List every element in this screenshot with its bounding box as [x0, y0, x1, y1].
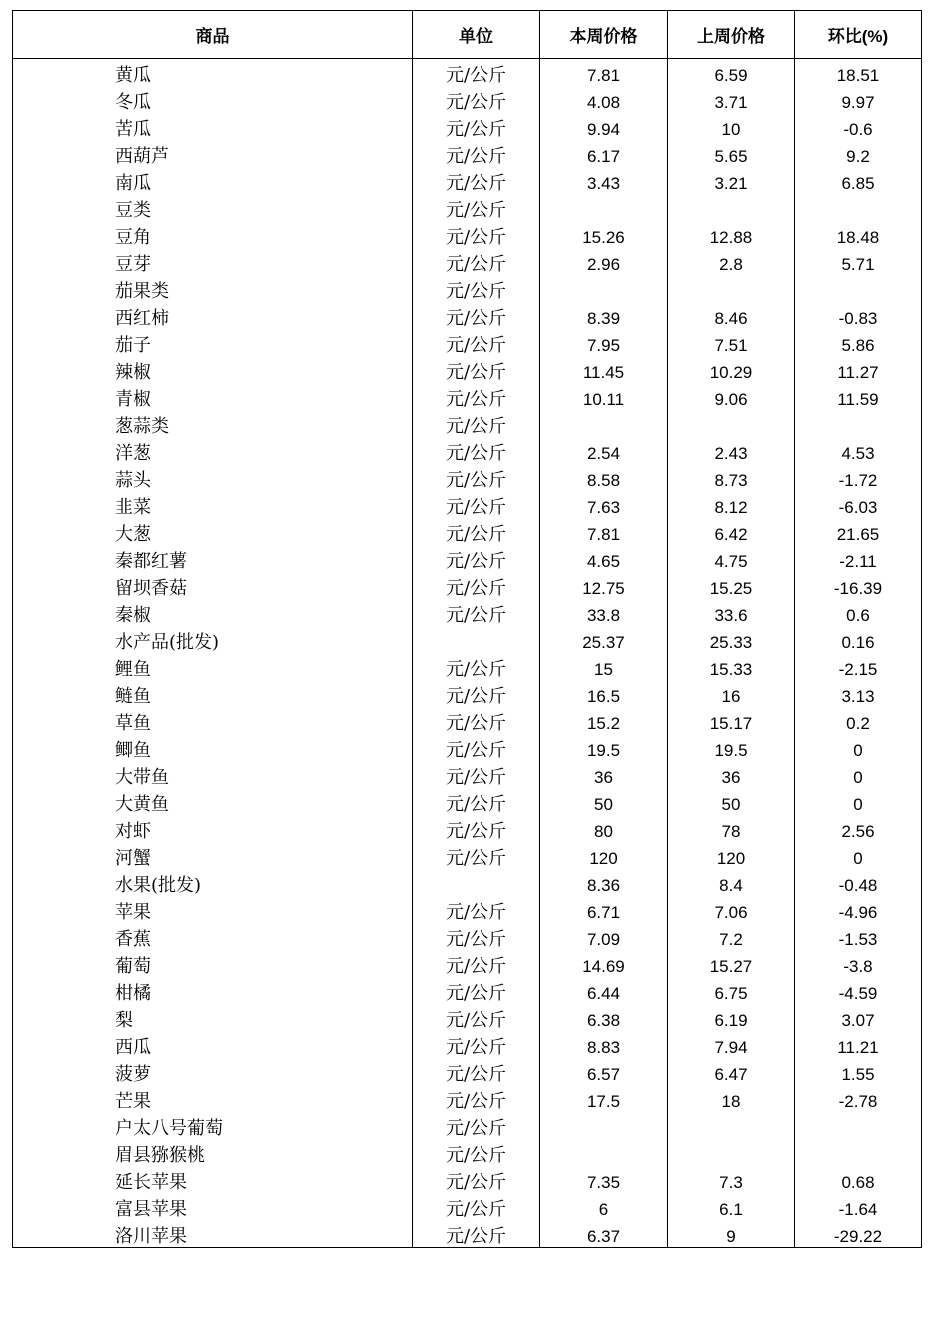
table-row: [13, 1220, 922, 1248]
table-row: [13, 653, 922, 680]
unit-cell: 元/公斤: [413, 653, 540, 680]
last-week-price-cell: 8.46: [668, 302, 795, 329]
product-name-cell: 芒果: [13, 1085, 413, 1112]
table-row: [13, 1004, 922, 1031]
change-percent-cell: -4.96: [795, 896, 922, 923]
last-week-price-cell: 9.06: [668, 383, 795, 410]
table-row: [13, 1139, 922, 1166]
last-week-price-cell: 3.21: [668, 167, 795, 194]
change-percent-cell: -16.39: [795, 572, 922, 599]
product-name-cell: 大黄鱼: [13, 788, 413, 815]
product-name-cell: 茄子: [13, 329, 413, 356]
change-percent-cell: 11.27: [795, 356, 922, 383]
unit-cell: 元/公斤: [413, 707, 540, 734]
this-week-price-cell: 9.94: [540, 113, 668, 140]
unit-cell: 元/公斤: [413, 1031, 540, 1058]
this-week-price-cell: 6.37: [540, 1220, 668, 1248]
unit-cell: 元/公斤: [413, 599, 540, 626]
last-week-price-cell: 6.1: [668, 1193, 795, 1220]
unit-cell: [413, 626, 540, 653]
this-week-price-cell: 14.69: [540, 950, 668, 977]
product-name-cell: 韭菜: [13, 491, 413, 518]
header-row: [13, 11, 922, 59]
table-row: [13, 1031, 922, 1058]
last-week-price-cell: 6.59: [668, 59, 795, 87]
table-row: [13, 383, 922, 410]
this-week-price-cell: 8.39: [540, 302, 668, 329]
last-week-price-cell: 6.19: [668, 1004, 795, 1031]
product-name-cell: 大带鱼: [13, 761, 413, 788]
table-row: [13, 896, 922, 923]
change-percent-cell: -1.72: [795, 464, 922, 491]
change-percent-cell: 0: [795, 788, 922, 815]
this-week-price-cell: 2.96: [540, 248, 668, 275]
change-percent-cell: 18.48: [795, 221, 922, 248]
last-week-price-cell: 6.42: [668, 518, 795, 545]
table-row: [13, 491, 922, 518]
this-week-price-cell: 7.63: [540, 491, 668, 518]
product-name-cell: 西红柿: [13, 302, 413, 329]
last-week-price-cell: 33.6: [668, 599, 795, 626]
last-week-price-cell: 6.47: [668, 1058, 795, 1085]
product-name-cell: 洋葱: [13, 437, 413, 464]
unit-cell: 元/公斤: [413, 1139, 540, 1166]
table-row: [13, 869, 922, 896]
product-name-cell: 梨: [13, 1004, 413, 1031]
table-row: [13, 572, 922, 599]
product-name-cell: 茄果类: [13, 275, 413, 302]
this-week-price-cell: 8.58: [540, 464, 668, 491]
last-week-price-cell: 6.75: [668, 977, 795, 1004]
table-row: [13, 923, 922, 950]
this-week-price-cell: 80: [540, 815, 668, 842]
last-week-price-cell: 15.33: [668, 653, 795, 680]
table-row: [13, 1112, 922, 1139]
change-percent-cell: 5.86: [795, 329, 922, 356]
header-last-week-price: 上周价格: [668, 11, 795, 59]
unit-cell: 元/公斤: [413, 842, 540, 869]
table-row: [13, 410, 922, 437]
product-name-cell: 秦都红薯: [13, 545, 413, 572]
table-row: [13, 599, 922, 626]
unit-cell: 元/公斤: [413, 383, 540, 410]
product-name-cell: 水果(批发): [13, 869, 413, 896]
unit-cell: 元/公斤: [413, 680, 540, 707]
last-week-price-cell: 10.29: [668, 356, 795, 383]
product-name-cell: 富县苹果: [13, 1193, 413, 1220]
this-week-price-cell: 7.81: [540, 518, 668, 545]
unit-cell: 元/公斤: [413, 194, 540, 221]
change-percent-cell: 9.2: [795, 140, 922, 167]
unit-cell: 元/公斤: [413, 437, 540, 464]
unit-cell: 元/公斤: [413, 950, 540, 977]
last-week-price-cell: 9: [668, 1220, 795, 1248]
product-name-cell: 西葫芦: [13, 140, 413, 167]
product-name-cell: 对虾: [13, 815, 413, 842]
table-row: [13, 86, 922, 113]
change-percent-cell: [795, 1139, 922, 1166]
this-week-price-cell: 15: [540, 653, 668, 680]
unit-cell: 元/公斤: [413, 464, 540, 491]
table-row: [13, 437, 922, 464]
table-row: [13, 788, 922, 815]
unit-cell: 元/公斤: [413, 1166, 540, 1193]
this-week-price-cell: 8.83: [540, 1031, 668, 1058]
product-name-cell: 葡萄: [13, 950, 413, 977]
unit-cell: 元/公斤: [413, 1085, 540, 1112]
unit-cell: 元/公斤: [413, 221, 540, 248]
product-name-cell: 鲫鱼: [13, 734, 413, 761]
this-week-price-cell: 25.37: [540, 626, 668, 653]
this-week-price-cell: 4.65: [540, 545, 668, 572]
table-row: [13, 626, 922, 653]
unit-cell: 元/公斤: [413, 518, 540, 545]
product-name-cell: 留坝香菇: [13, 572, 413, 599]
table-row: [13, 194, 922, 221]
unit-cell: 元/公斤: [413, 329, 540, 356]
change-percent-cell: -3.8: [795, 950, 922, 977]
this-week-price-cell: [540, 410, 668, 437]
header-week-on-week-change: 环比(%): [795, 11, 922, 59]
price-table: [12, 10, 922, 1248]
change-percent-cell: 4.53: [795, 437, 922, 464]
this-week-price-cell: 6: [540, 1193, 668, 1220]
header-unit: 单位: [413, 11, 540, 59]
change-percent-cell: [795, 194, 922, 221]
this-week-price-cell: 8.36: [540, 869, 668, 896]
table-row: [13, 518, 922, 545]
product-name-cell: 水产品(批发): [13, 626, 413, 653]
product-name-cell: 豆角: [13, 221, 413, 248]
product-name-cell: 鲤鱼: [13, 653, 413, 680]
product-name-cell: 香蕉: [13, 923, 413, 950]
unit-cell: 元/公斤: [413, 1193, 540, 1220]
this-week-price-cell: [540, 194, 668, 221]
change-percent-cell: -0.6: [795, 113, 922, 140]
this-week-price-cell: 7.35: [540, 1166, 668, 1193]
unit-cell: 元/公斤: [413, 572, 540, 599]
change-percent-cell: 2.56: [795, 815, 922, 842]
change-percent-cell: 0.2: [795, 707, 922, 734]
table-row: [13, 545, 922, 572]
product-name-cell: 西瓜: [13, 1031, 413, 1058]
last-week-price-cell: 7.94: [668, 1031, 795, 1058]
this-week-price-cell: 16.5: [540, 680, 668, 707]
last-week-price-cell: 120: [668, 842, 795, 869]
table-row: [13, 1166, 922, 1193]
product-name-cell: 菠萝: [13, 1058, 413, 1085]
last-week-price-cell: [668, 1112, 795, 1139]
header-product: 商品: [13, 11, 413, 59]
product-name-cell: 大葱: [13, 518, 413, 545]
last-week-price-cell: 2.43: [668, 437, 795, 464]
change-percent-cell: 18.51: [795, 59, 922, 87]
table-row: [13, 1085, 922, 1112]
this-week-price-cell: 6.71: [540, 896, 668, 923]
table-row: [13, 464, 922, 491]
last-week-price-cell: 15.27: [668, 950, 795, 977]
table-row: [13, 113, 922, 140]
change-percent-cell: 21.65: [795, 518, 922, 545]
unit-cell: 元/公斤: [413, 113, 540, 140]
unit-cell: 元/公斤: [413, 356, 540, 383]
this-week-price-cell: 6.17: [540, 140, 668, 167]
change-percent-cell: -2.11: [795, 545, 922, 572]
table-row: [13, 815, 922, 842]
unit-cell: 元/公斤: [413, 140, 540, 167]
change-percent-cell: 0.6: [795, 599, 922, 626]
last-week-price-cell: 8.4: [668, 869, 795, 896]
change-percent-cell: -2.15: [795, 653, 922, 680]
change-percent-cell: 0.68: [795, 1166, 922, 1193]
this-week-price-cell: 15.2: [540, 707, 668, 734]
table-body: [13, 59, 922, 1248]
change-percent-cell: [795, 1112, 922, 1139]
product-name-cell: 苹果: [13, 896, 413, 923]
product-name-cell: 辣椒: [13, 356, 413, 383]
change-percent-cell: 0: [795, 842, 922, 869]
table-row: [13, 1058, 922, 1085]
change-percent-cell: 1.55: [795, 1058, 922, 1085]
change-percent-cell: 11.59: [795, 383, 922, 410]
last-week-price-cell: 8.73: [668, 464, 795, 491]
last-week-price-cell: 10: [668, 113, 795, 140]
last-week-price-cell: 19.5: [668, 734, 795, 761]
change-percent-cell: -0.48: [795, 869, 922, 896]
change-percent-cell: 5.71: [795, 248, 922, 275]
this-week-price-cell: 36: [540, 761, 668, 788]
product-name-cell: 鲢鱼: [13, 680, 413, 707]
table-row: [13, 761, 922, 788]
unit-cell: 元/公斤: [413, 491, 540, 518]
product-name-cell: 眉县猕猴桃: [13, 1139, 413, 1166]
table-row: [13, 140, 922, 167]
unit-cell: 元/公斤: [413, 734, 540, 761]
this-week-price-cell: 7.95: [540, 329, 668, 356]
this-week-price-cell: 2.54: [540, 437, 668, 464]
last-week-price-cell: 15.25: [668, 572, 795, 599]
this-week-price-cell: [540, 1112, 668, 1139]
this-week-price-cell: 33.8: [540, 599, 668, 626]
unit-cell: 元/公斤: [413, 167, 540, 194]
this-week-price-cell: 11.45: [540, 356, 668, 383]
last-week-price-cell: 78: [668, 815, 795, 842]
unit-cell: 元/公斤: [413, 761, 540, 788]
table-row: [13, 680, 922, 707]
last-week-price-cell: 7.2: [668, 923, 795, 950]
change-percent-cell: -1.53: [795, 923, 922, 950]
last-week-price-cell: 4.75: [668, 545, 795, 572]
unit-cell: 元/公斤: [413, 275, 540, 302]
change-percent-cell: -4.59: [795, 977, 922, 1004]
this-week-price-cell: 6.57: [540, 1058, 668, 1085]
unit-cell: 元/公斤: [413, 248, 540, 275]
unit-cell: 元/公斤: [413, 977, 540, 1004]
last-week-price-cell: 5.65: [668, 140, 795, 167]
table-row: [13, 275, 922, 302]
last-week-price-cell: 18: [668, 1085, 795, 1112]
product-name-cell: 黄瓜: [13, 59, 413, 87]
this-week-price-cell: 50: [540, 788, 668, 815]
product-name-cell: 豆类: [13, 194, 413, 221]
unit-cell: 元/公斤: [413, 1112, 540, 1139]
last-week-price-cell: 12.88: [668, 221, 795, 248]
this-week-price-cell: [540, 1139, 668, 1166]
product-name-cell: 豆芽: [13, 248, 413, 275]
product-name-cell: 冬瓜: [13, 86, 413, 113]
change-percent-cell: -1.64: [795, 1193, 922, 1220]
this-week-price-cell: 6.44: [540, 977, 668, 1004]
this-week-price-cell: 7.09: [540, 923, 668, 950]
table-row: [13, 842, 922, 869]
product-name-cell: 延长苹果: [13, 1166, 413, 1193]
product-name-cell: 柑橘: [13, 977, 413, 1004]
this-week-price-cell: 4.08: [540, 86, 668, 113]
last-week-price-cell: 7.51: [668, 329, 795, 356]
unit-cell: 元/公斤: [413, 1004, 540, 1031]
change-percent-cell: -6.03: [795, 491, 922, 518]
unit-cell: 元/公斤: [413, 86, 540, 113]
change-percent-cell: 3.07: [795, 1004, 922, 1031]
this-week-price-cell: 12.75: [540, 572, 668, 599]
change-percent-cell: 11.21: [795, 1031, 922, 1058]
product-name-cell: 青椒: [13, 383, 413, 410]
last-week-price-cell: 2.8: [668, 248, 795, 275]
last-week-price-cell: 7.3: [668, 1166, 795, 1193]
this-week-price-cell: [540, 275, 668, 302]
change-percent-cell: 9.97: [795, 86, 922, 113]
table-row: [13, 950, 922, 977]
this-week-price-cell: 7.81: [540, 59, 668, 87]
unit-cell: 元/公斤: [413, 1058, 540, 1085]
table-row: [13, 356, 922, 383]
unit-cell: 元/公斤: [413, 59, 540, 87]
change-percent-cell: 6.85: [795, 167, 922, 194]
last-week-price-cell: 7.06: [668, 896, 795, 923]
last-week-price-cell: 16: [668, 680, 795, 707]
last-week-price-cell: [668, 1139, 795, 1166]
product-name-cell: 葱蒜类: [13, 410, 413, 437]
last-week-price-cell: [668, 410, 795, 437]
last-week-price-cell: 8.12: [668, 491, 795, 518]
this-week-price-cell: 6.38: [540, 1004, 668, 1031]
this-week-price-cell: 17.5: [540, 1085, 668, 1112]
last-week-price-cell: [668, 275, 795, 302]
product-name-cell: 草鱼: [13, 707, 413, 734]
last-week-price-cell: 15.17: [668, 707, 795, 734]
unit-cell: 元/公斤: [413, 545, 540, 572]
this-week-price-cell: 15.26: [540, 221, 668, 248]
table-row: [13, 977, 922, 1004]
unit-cell: 元/公斤: [413, 410, 540, 437]
last-week-price-cell: 50: [668, 788, 795, 815]
unit-cell: 元/公斤: [413, 815, 540, 842]
change-percent-cell: 0.16: [795, 626, 922, 653]
unit-cell: 元/公斤: [413, 896, 540, 923]
product-name-cell: 洛川苹果: [13, 1220, 413, 1248]
table-row: [13, 707, 922, 734]
table-row: [13, 1193, 922, 1220]
unit-cell: 元/公斤: [413, 923, 540, 950]
unit-cell: 元/公斤: [413, 1220, 540, 1248]
header-this-week-price: 本周价格: [540, 11, 668, 59]
this-week-price-cell: 120: [540, 842, 668, 869]
table-row: [13, 167, 922, 194]
product-name-cell: 户太八号葡萄: [13, 1112, 413, 1139]
product-name-cell: 苦瓜: [13, 113, 413, 140]
product-name-cell: 秦椒: [13, 599, 413, 626]
unit-cell: 元/公斤: [413, 302, 540, 329]
unit-cell: [413, 869, 540, 896]
last-week-price-cell: 25.33: [668, 626, 795, 653]
change-percent-cell: -0.83: [795, 302, 922, 329]
table-row: [13, 329, 922, 356]
change-percent-cell: -29.22: [795, 1220, 922, 1248]
table-header: [13, 11, 922, 59]
change-percent-cell: 3.13: [795, 680, 922, 707]
change-percent-cell: [795, 275, 922, 302]
table-row: [13, 248, 922, 275]
change-percent-cell: [795, 410, 922, 437]
this-week-price-cell: 3.43: [540, 167, 668, 194]
table-row: [13, 59, 922, 87]
change-percent-cell: 0: [795, 734, 922, 761]
last-week-price-cell: 3.71: [668, 86, 795, 113]
table-row: [13, 302, 922, 329]
last-week-price-cell: [668, 194, 795, 221]
change-percent-cell: -2.78: [795, 1085, 922, 1112]
table-row: [13, 734, 922, 761]
table-row: [13, 221, 922, 248]
last-week-price-cell: 36: [668, 761, 795, 788]
this-week-price-cell: 10.11: [540, 383, 668, 410]
product-name-cell: 南瓜: [13, 167, 413, 194]
this-week-price-cell: 19.5: [540, 734, 668, 761]
product-name-cell: 蒜头: [13, 464, 413, 491]
change-percent-cell: 0: [795, 761, 922, 788]
unit-cell: 元/公斤: [413, 788, 540, 815]
product-name-cell: 河蟹: [13, 842, 413, 869]
